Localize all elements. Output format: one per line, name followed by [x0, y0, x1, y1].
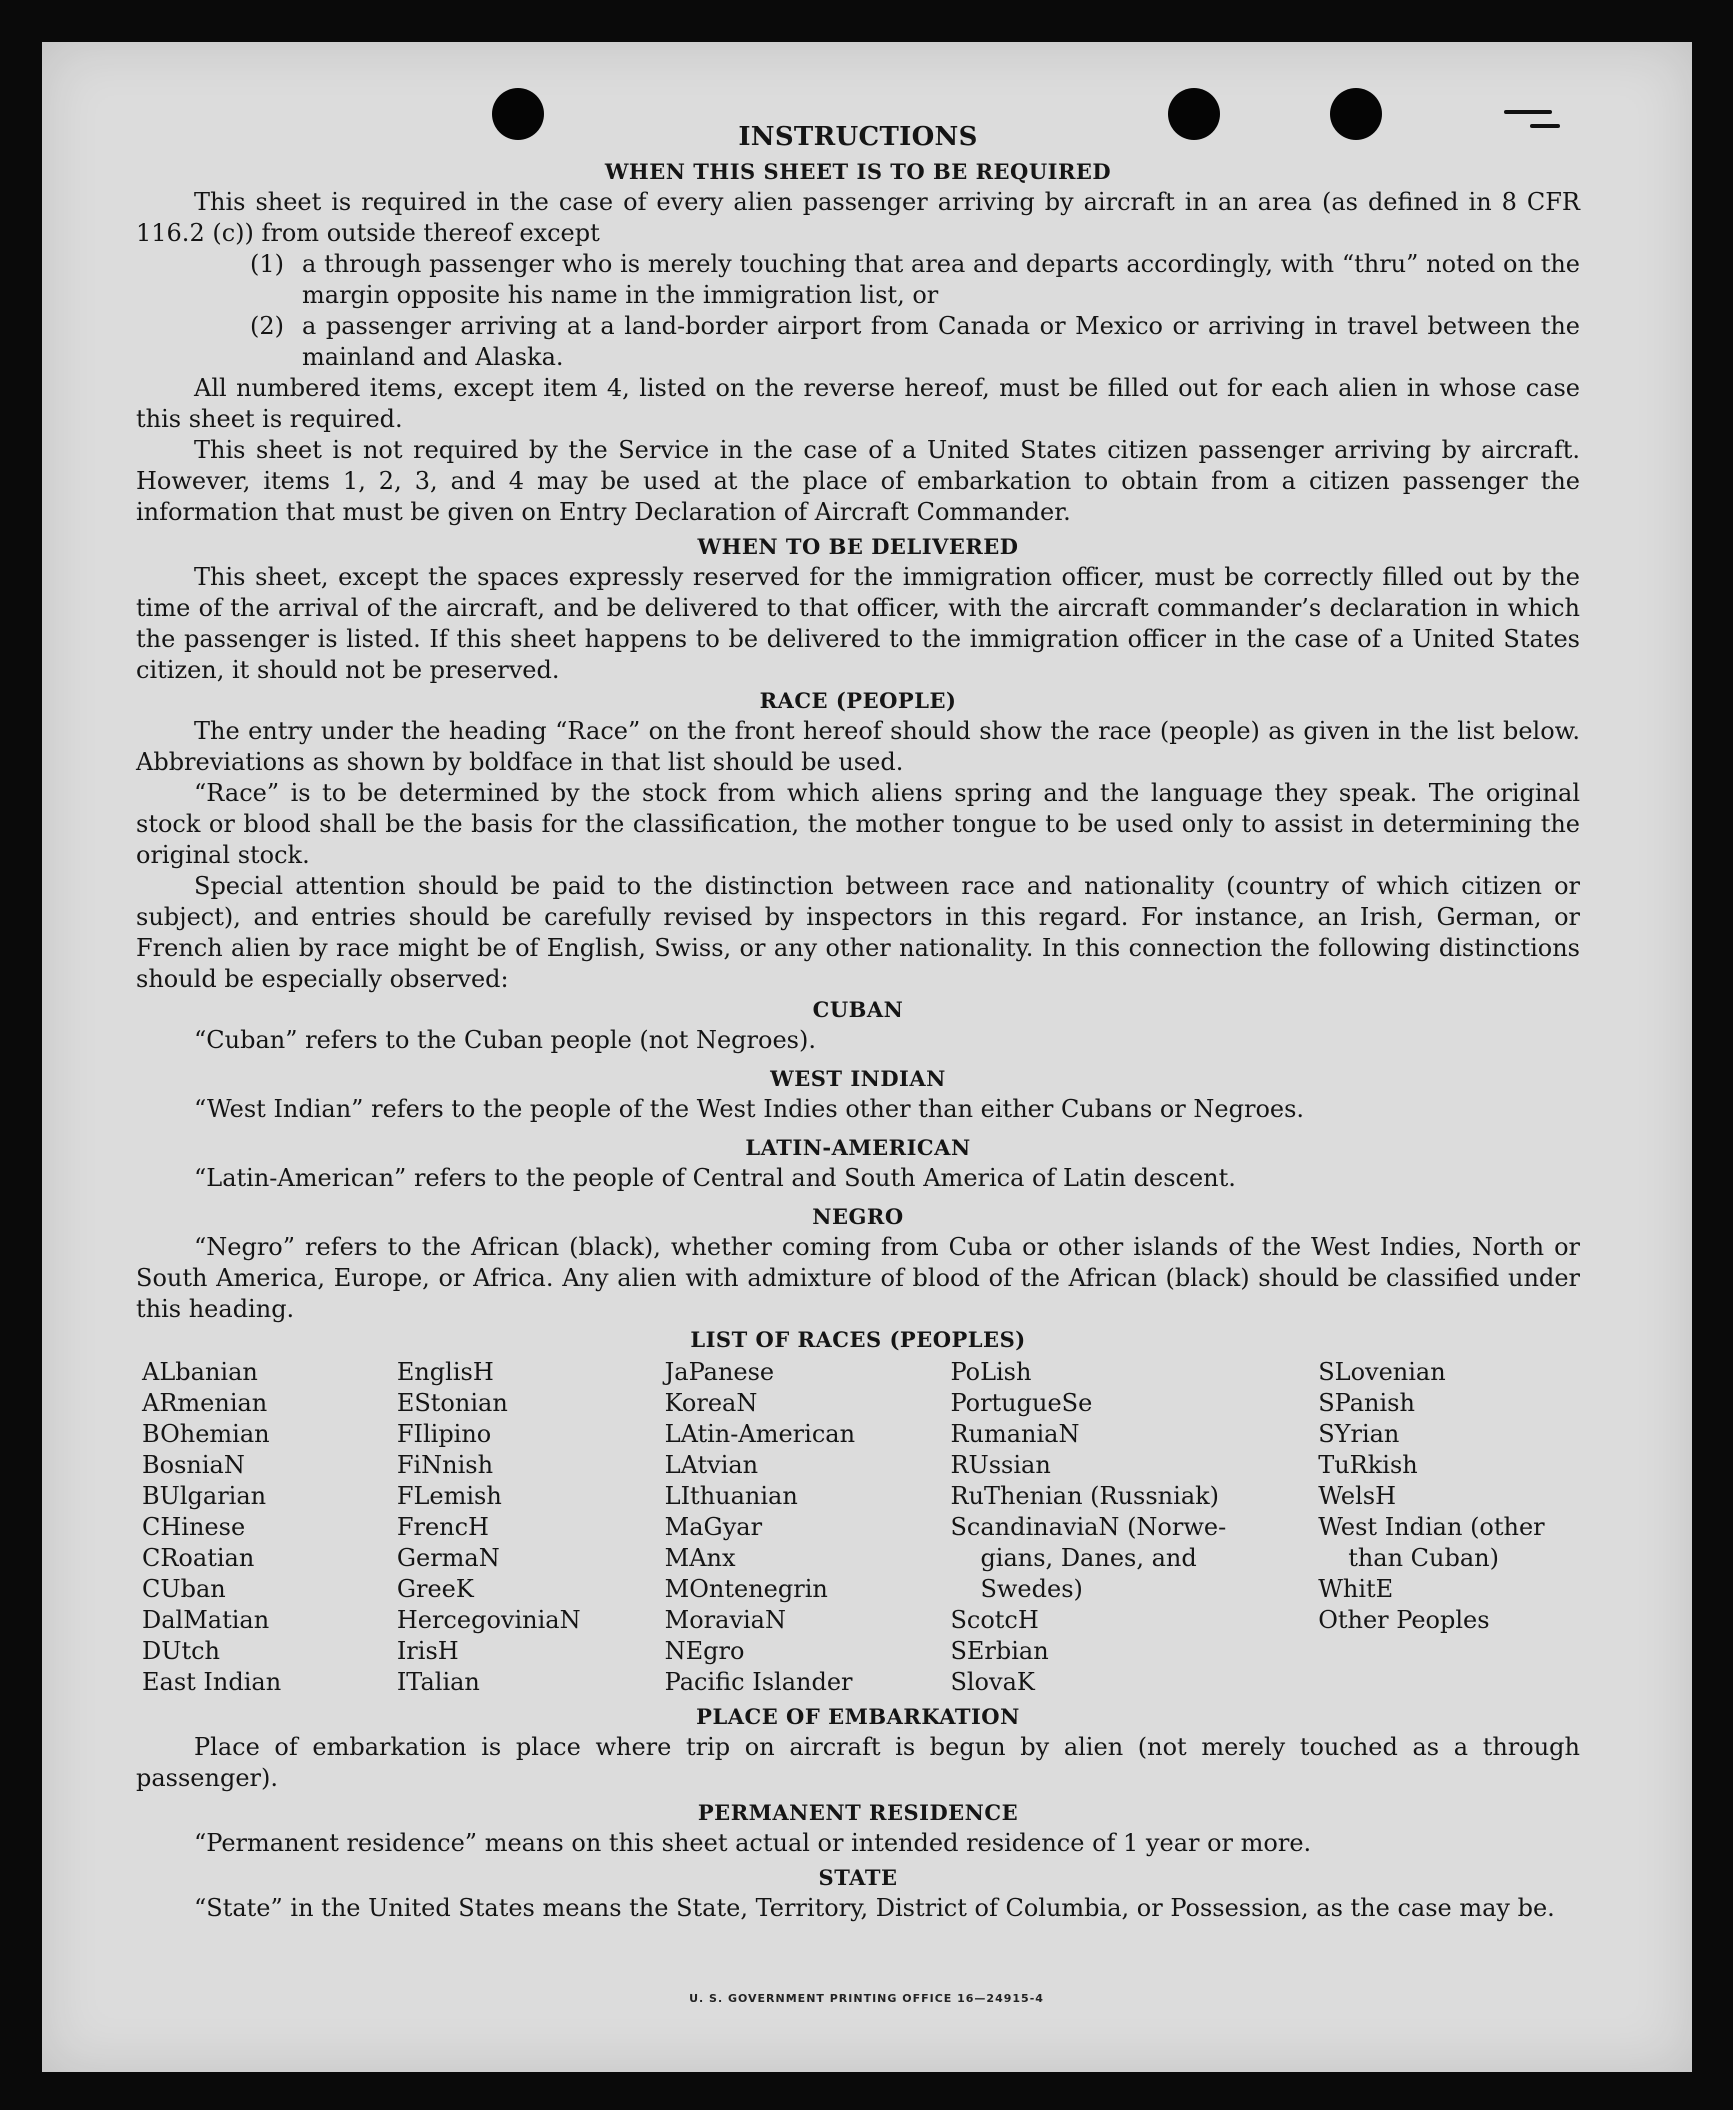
heading-when-required: WHEN THIS SHEET IS TO BE REQUIRED — [604, 159, 1112, 184]
paragraph-embarkation: Place of embarkation is place where trip on aircraft is begun by alien (not merely touched as a through passenger). — [136, 1733, 1580, 1792]
race-item: PoLish — [950, 1358, 1032, 1386]
heading-residence: PERMANENT RESIDENCE — [697, 1800, 1019, 1825]
paragraph-state: “State” in the United States means the State, Territory, District of Columbia, or Possession, as the case may be. — [194, 1894, 1555, 1922]
race-item: EnglisH — [396, 1358, 494, 1386]
paragraph-race-3: Special attention should be paid to the distinction between race and nationality (country of which citizen or subject), and entries should be carefully revised by inspectors in this regard. For instance, an Irish, German, or French alien by race might be of English, Swiss, or any other nationality. In this connection the following distinctions should be especially observed: — [136, 872, 1580, 993]
item-number: (2) — [250, 312, 284, 340]
race-item: TuRkish — [1318, 1451, 1418, 1479]
heading-latin-american: LATIN-AMERICAN — [745, 1135, 971, 1160]
list-item — [250, 311, 1580, 373]
paragraph-west-indian: “West Indian” refers to the people of the West Indies other than either Cubans or Negroes. — [194, 1095, 1305, 1123]
race-item: KoreaN — [664, 1389, 758, 1417]
printer-imprint: U. S. GOVERNMENT PRINTING OFFICE 16—24915-4 — [689, 1992, 1044, 2005]
race-item: RumaniaN — [950, 1420, 1080, 1448]
heading-cuban: CUBAN — [812, 997, 904, 1022]
race-item: EStonian — [396, 1389, 508, 1417]
page-title: INSTRUCTIONS — [738, 122, 978, 152]
paragraph-negro: “Negro” refers to the African (black), whether coming from Cuba or other islands of the West Indies, North or South America, Europe, or Africa. Any alien with admixture of blood of the African (black) should be classified under this heading. — [136, 1233, 1580, 1323]
instructions-content — [136, 122, 1580, 1924]
race-item-continued: Swedes) — [980, 1575, 1083, 1603]
race-item: JaPanese — [664, 1358, 775, 1386]
race-item: East Indian — [142, 1668, 282, 1696]
race-item: LAtvian — [664, 1451, 759, 1479]
paragraph-race-2: “Race” is to be determined by the stock from which aliens spring and the language they speak. The original stock or blood shall be the basis for the classification, the mother tongue to be used only to assist in determining the original stock. — [136, 779, 1580, 869]
races-column-3 — [665, 1357, 951, 1698]
race-item: Pacific Islander — [664, 1668, 853, 1696]
race-item: IrisH — [396, 1637, 459, 1665]
race-item: LIthuanian — [664, 1482, 798, 1510]
paragraph-cuban: “Cuban” refers to the Cuban people (not Negroes). — [194, 1026, 816, 1054]
race-item: FiNnish — [396, 1451, 494, 1479]
paragraph-latin-american: “Latin-American” refers to the people of Central and South America of Latin descent. — [194, 1164, 1236, 1192]
heading-when-delivered: WHEN TO BE DELIVERED — [697, 534, 1019, 559]
race-item: West Indian (other — [1318, 1513, 1545, 1541]
paragraph-citizen: This sheet is not required by the Service in the case of a United States citizen passenger arriving by aircraft. However, items 1, 2, 3, and 4 may be used at the place of embarkation to obtain from a citizen passenger the information that must be given on Entry Declaration of Aircraft Commander. — [136, 436, 1580, 526]
race-item: FLemish — [396, 1482, 502, 1510]
races-column-5 — [1318, 1357, 1580, 1698]
race-item: WhitE — [1318, 1575, 1394, 1603]
race-item: SlovaK — [950, 1668, 1035, 1696]
race-item: RuThenian (Russniak) — [950, 1482, 1220, 1510]
paragraph-residence: “Permanent residence” means on this sheet actual or intended residence of 1 year or more. — [194, 1829, 1312, 1857]
races-list — [142, 1357, 1580, 1698]
heading-negro: NEGRO — [812, 1204, 904, 1229]
race-item: FIlipino — [396, 1420, 492, 1448]
race-item: MaGyar — [664, 1513, 763, 1541]
race-item: ARmenian — [142, 1389, 268, 1417]
race-item: HercegoviniaN — [396, 1606, 581, 1634]
races-column-1 — [142, 1357, 397, 1698]
race-item: RUssian — [950, 1451, 1051, 1479]
race-item: SPanish — [1318, 1389, 1415, 1417]
race-item: MOntenegrin — [664, 1575, 828, 1603]
paragraph-required-intro: This sheet is required in the case of every alien passenger arriving by aircraft in an area (as defined in 8 CFR 116.2 (c)) from outside thereof except — [136, 188, 1580, 247]
race-item: NEgro — [664, 1637, 745, 1665]
race-item: FrencH — [396, 1513, 489, 1541]
race-item: SErbian — [950, 1637, 1049, 1665]
race-item: CHinese — [142, 1513, 246, 1541]
races-column-4 — [950, 1357, 1318, 1698]
race-item: CUban — [142, 1575, 226, 1603]
race-item: MAnx — [664, 1544, 736, 1572]
race-item: GreeK — [396, 1575, 474, 1603]
race-item: SLovenian — [1318, 1358, 1446, 1386]
heading-embarkation: PLACE OF EMBARKATION — [696, 1704, 1020, 1729]
race-item: Other Peoples — [1318, 1606, 1490, 1634]
race-item: LAtin-American — [664, 1420, 856, 1448]
race-item: WelsH — [1318, 1482, 1397, 1510]
race-item: DalMatian — [142, 1606, 270, 1634]
item-text: a passenger arriving at a land-border airport from Canada or Mexico or arriving in travel between the mainland and Alaska. — [302, 312, 1580, 371]
race-item: ScandinaviaN (Norwe- — [950, 1513, 1227, 1541]
race-item-continued: gians, Danes, and — [980, 1544, 1197, 1572]
item-text: a through passenger who is merely touching that area and departs accordingly, with “thru” noted on the margin opposite his name in the immigration list, or — [302, 250, 1580, 309]
race-item: SYrian — [1318, 1420, 1400, 1448]
item-number: (1) — [250, 250, 284, 278]
race-item: ITalian — [396, 1668, 480, 1696]
race-item: PortugueSe — [950, 1389, 1093, 1417]
race-item-continued: than Cuban) — [1348, 1544, 1499, 1572]
paragraph-numbered-items: All numbered items, except item 4, listed on the reverse hereof, must be filled out for each alien in whose case this sheet is required. — [136, 374, 1580, 433]
race-item: DUtch — [142, 1637, 221, 1665]
paragraph-race-1: The entry under the heading “Race” on the front hereof should show the race (people) as given in the list below. Abbreviations as shown by boldface in that list should be used. — [136, 717, 1580, 776]
ink-mark — [1504, 110, 1552, 114]
race-item: ScotcH — [950, 1606, 1039, 1634]
race-item: GermaN — [396, 1544, 500, 1572]
race-item: BosniaN — [142, 1451, 245, 1479]
heading-list-of-races: LIST OF RACES (PEOPLES) — [690, 1327, 1026, 1352]
list-item — [250, 249, 1580, 311]
race-item: MoraviaN — [664, 1606, 786, 1634]
race-item: ALbanian — [142, 1358, 258, 1386]
heading-state: STATE — [818, 1865, 898, 1890]
race-item: CRoatian — [142, 1544, 255, 1572]
race-item: BOhemian — [142, 1420, 270, 1448]
race-item: BUlgarian — [142, 1482, 267, 1510]
heading-west-indian: WEST INDIAN — [770, 1066, 946, 1091]
heading-race: RACE (PEOPLE) — [759, 688, 957, 713]
races-column-2 — [397, 1357, 665, 1698]
paragraph-delivered: This sheet, except the spaces expressly reserved for the immigration officer, must be correctly filled out by the time of the arrival of the aircraft, and be delivered to that officer, with the aircraft commander’s declaration in which the passenger is listed. If this sheet happens to be delivered to the immigration officer in the case of a United States citizen, it should not be preserved. — [136, 563, 1580, 684]
